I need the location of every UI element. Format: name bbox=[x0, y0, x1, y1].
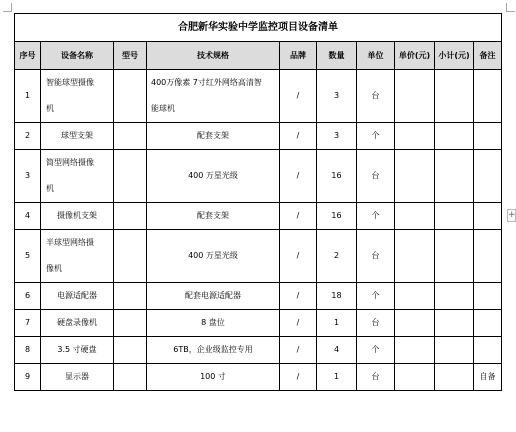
table-row bbox=[15, 203, 502, 230]
cell-no: 6 bbox=[15, 283, 41, 310]
cell-brand: / bbox=[280, 364, 317, 391]
cell-remark bbox=[474, 70, 502, 123]
page-corner-mark-top-left bbox=[3, 3, 12, 12]
cell-name bbox=[41, 203, 114, 230]
cell-qty: 1 bbox=[317, 310, 357, 337]
cell-price bbox=[395, 337, 435, 364]
cell-price bbox=[395, 283, 435, 310]
cell-qty: 3 bbox=[317, 123, 357, 150]
cell-unit: 台 bbox=[357, 230, 395, 283]
cell-unit: 台 bbox=[357, 150, 395, 203]
cell-name bbox=[41, 123, 114, 150]
cell-no: 3 bbox=[15, 150, 41, 203]
cell-unit: 个 bbox=[357, 283, 395, 310]
cell-model bbox=[114, 123, 147, 150]
cell-model bbox=[114, 230, 147, 283]
header-subtotal: 小计(元) bbox=[435, 42, 474, 70]
cell-name-line: 机 bbox=[46, 184, 54, 193]
cell-brand: / bbox=[280, 123, 317, 150]
cell-qty: 3 bbox=[317, 70, 357, 123]
cell-unit: 台 bbox=[357, 70, 395, 123]
table-row bbox=[15, 230, 502, 283]
cell-remark bbox=[474, 230, 502, 283]
header-model: 型号 bbox=[114, 42, 147, 70]
cell-brand: / bbox=[280, 337, 317, 364]
cell-price bbox=[395, 123, 435, 150]
table-row bbox=[15, 150, 502, 203]
cell-price bbox=[395, 150, 435, 203]
cell-brand: / bbox=[280, 203, 317, 230]
cell-spec-line: 100 寸 bbox=[200, 372, 226, 381]
cell-name bbox=[41, 364, 114, 391]
cell-unit: 个 bbox=[357, 337, 395, 364]
cell-spec bbox=[147, 310, 280, 337]
cell-brand: / bbox=[280, 150, 317, 203]
cell-model bbox=[114, 364, 147, 391]
cell-spec-line: 400 万星光级 bbox=[188, 251, 238, 260]
cell-name bbox=[41, 337, 114, 364]
cell-name-line: 智能球型摄像 bbox=[46, 78, 94, 87]
cell-name bbox=[41, 310, 114, 337]
cell-subtotal bbox=[435, 337, 474, 364]
cell-subtotal bbox=[435, 283, 474, 310]
cell-subtotal bbox=[435, 123, 474, 150]
cell-subtotal bbox=[435, 364, 474, 391]
cell-model bbox=[114, 203, 147, 230]
cell-spec bbox=[147, 123, 280, 150]
cell-unit: 个 bbox=[357, 203, 395, 230]
header-spec: 技术规格 bbox=[147, 42, 280, 70]
cell-subtotal bbox=[435, 230, 474, 283]
cell-name-line: 显示器 bbox=[65, 372, 89, 381]
cell-qty: 16 bbox=[317, 150, 357, 203]
cell-remark bbox=[474, 337, 502, 364]
title-row bbox=[15, 14, 502, 42]
cell-remark bbox=[474, 123, 502, 150]
cell-subtotal bbox=[435, 150, 474, 203]
cell-unit: 台 bbox=[357, 310, 395, 337]
cell-model bbox=[114, 283, 147, 310]
cell-name bbox=[41, 70, 114, 123]
cell-spec bbox=[147, 337, 280, 364]
header-row bbox=[15, 42, 502, 70]
cell-spec-line: 400万像素 7寸红外网络高清智 bbox=[151, 78, 262, 87]
cell-qty: 16 bbox=[317, 203, 357, 230]
cell-name-line: 像机 bbox=[46, 264, 62, 273]
cell-name bbox=[41, 230, 114, 283]
header-qty: 数量 bbox=[317, 42, 357, 70]
cell-name-line: 硬盘录像机 bbox=[57, 318, 97, 327]
cell-name-line: 半球型网络摄 bbox=[46, 238, 94, 247]
cell-name bbox=[41, 150, 114, 203]
cell-remark bbox=[474, 310, 502, 337]
cell-price bbox=[395, 70, 435, 123]
header-unit: 单位 bbox=[357, 42, 395, 70]
cell-model bbox=[114, 310, 147, 337]
table-row bbox=[15, 70, 502, 123]
cell-spec-line: 6TB，企业级监控专用 bbox=[173, 345, 253, 354]
table-add-column-handle[interactable]: + bbox=[508, 210, 516, 220]
cell-remark: 自备 bbox=[474, 364, 502, 391]
cell-price bbox=[395, 230, 435, 283]
header-brand: 品牌 bbox=[280, 42, 317, 70]
table-title: 合肥新华实验中学监控项目设备清单 bbox=[15, 14, 502, 42]
cell-remark bbox=[474, 203, 502, 230]
cell-remark bbox=[474, 283, 502, 310]
cell-spec bbox=[147, 70, 280, 123]
cell-no: 1 bbox=[15, 70, 41, 123]
cell-qty: 1 bbox=[317, 364, 357, 391]
header-price: 单价(元) bbox=[395, 42, 435, 70]
equipment-list-table bbox=[14, 13, 502, 391]
cell-price bbox=[395, 364, 435, 391]
cell-spec bbox=[147, 364, 280, 391]
table-row bbox=[15, 310, 502, 337]
cell-subtotal bbox=[435, 70, 474, 123]
cell-spec bbox=[147, 150, 280, 203]
cell-price bbox=[395, 203, 435, 230]
table-row bbox=[15, 364, 502, 391]
cell-no: 4 bbox=[15, 203, 41, 230]
cell-spec-line: 8 盘位 bbox=[201, 318, 225, 327]
cell-spec-line: 400 万星光级 bbox=[188, 171, 238, 180]
cell-brand: / bbox=[280, 70, 317, 123]
cell-spec-line: 能球机 bbox=[151, 104, 175, 113]
cell-name bbox=[41, 283, 114, 310]
cell-brand: / bbox=[280, 310, 317, 337]
cell-no: 8 bbox=[15, 337, 41, 364]
cell-model bbox=[114, 337, 147, 364]
cell-spec bbox=[147, 283, 280, 310]
cell-spec-line: 配套支架 bbox=[197, 211, 229, 220]
cell-unit: 台 bbox=[357, 364, 395, 391]
header-remark: 备注 bbox=[474, 42, 502, 70]
cell-no: 2 bbox=[15, 123, 41, 150]
cell-spec bbox=[147, 230, 280, 283]
cell-unit: 个 bbox=[357, 123, 395, 150]
cell-model bbox=[114, 70, 147, 123]
cell-subtotal bbox=[435, 310, 474, 337]
cell-qty: 18 bbox=[317, 283, 357, 310]
header-name: 设备名称 bbox=[41, 42, 114, 70]
table-row bbox=[15, 283, 502, 310]
cell-spec-line: 配套电源适配器 bbox=[185, 291, 241, 300]
cell-no: 9 bbox=[15, 364, 41, 391]
cell-qty: 4 bbox=[317, 337, 357, 364]
table-row bbox=[15, 337, 502, 364]
page-corner-mark-top-right bbox=[506, 3, 515, 12]
header-no: 序号 bbox=[15, 42, 41, 70]
cell-name-line: 机 bbox=[46, 104, 54, 113]
cell-subtotal bbox=[435, 203, 474, 230]
cell-name-line: 3.5 寸硬盘 bbox=[57, 345, 97, 354]
cell-remark bbox=[474, 150, 502, 203]
cell-name-line: 电源适配器 bbox=[57, 291, 97, 300]
cell-qty: 2 bbox=[317, 230, 357, 283]
cell-brand: / bbox=[280, 283, 317, 310]
cell-price bbox=[395, 310, 435, 337]
cell-model bbox=[114, 150, 147, 203]
cell-name-line: 摄像机支架 bbox=[57, 211, 97, 220]
cell-name-line: 简型网络摄像 bbox=[46, 158, 94, 167]
table-row bbox=[15, 123, 502, 150]
cell-name-line: 球型支架 bbox=[61, 131, 93, 140]
cell-no: 5 bbox=[15, 230, 41, 283]
cell-no: 7 bbox=[15, 310, 41, 337]
cell-spec bbox=[147, 203, 280, 230]
cell-brand: / bbox=[280, 230, 317, 283]
cell-spec-line: 配套支架 bbox=[197, 131, 229, 140]
